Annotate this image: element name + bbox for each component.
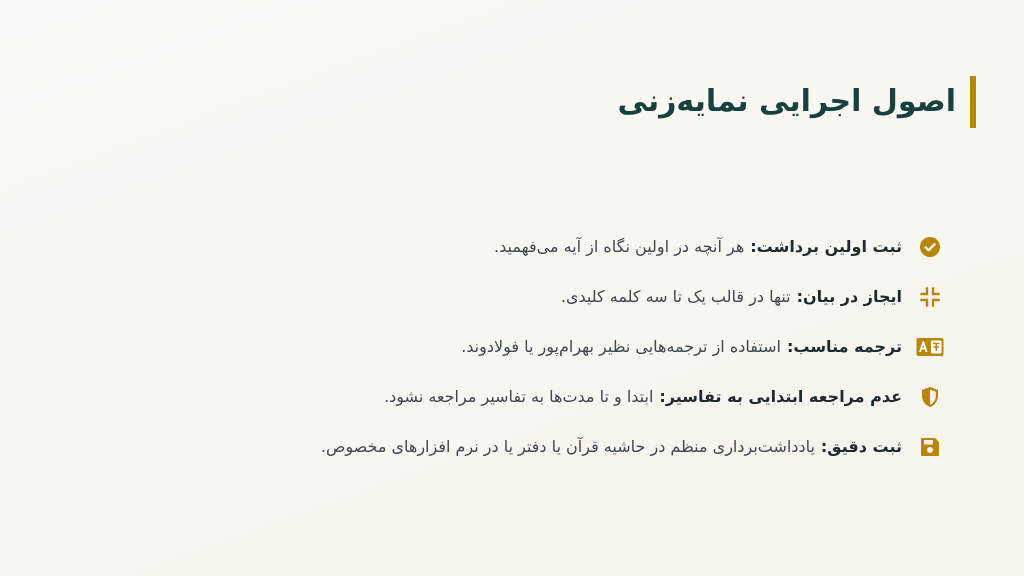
check-circle-icon (916, 233, 944, 261)
principles-list (184, 222, 944, 472)
list-item (184, 422, 944, 472)
list-item (184, 372, 944, 422)
item-label: ترجمه مناسب: (786, 336, 902, 356)
item-label: ثبت دقیق: (820, 436, 902, 456)
save-icon (916, 433, 944, 461)
item-label: عدم مراجعه ابتدایی به تفاسیر: (659, 386, 902, 406)
item-text (384, 386, 902, 408)
item-description: هر آنچه در اولین نگاه از آیه می‌فهمید. (494, 236, 745, 256)
list-item (184, 272, 944, 322)
title-block (618, 76, 976, 128)
item-text (461, 336, 902, 358)
item-text (561, 286, 902, 308)
item-text (494, 236, 902, 258)
shield-icon (916, 383, 944, 411)
item-description: یادداشت‌برداری منظم در حاشیه قرآن یا دفتر یا در نرم افزارهای مخصوص. (320, 436, 815, 456)
item-description: استفاده از ترجمه‌هایی نظیر بهرام‌پور یا فولادوند. (461, 336, 781, 356)
list-item (184, 322, 944, 372)
compress-icon (916, 283, 944, 311)
translate-icon (916, 333, 944, 361)
title-accent-bar (970, 76, 976, 128)
item-label: ایجاز در بیان: (796, 286, 902, 306)
item-description: ابتدا و تا مدت‌ها به تفاسیر مراجعه نشود. (384, 386, 654, 406)
item-text (321, 436, 902, 458)
list-item (184, 222, 944, 272)
slide-title: اصول اجرایی نمایه‌زنی (617, 84, 956, 119)
item-label: ثبت اولین برداشت: (750, 236, 902, 256)
item-description: تنها در قالب یک تا سه کلمه کلیدی. (560, 286, 791, 306)
